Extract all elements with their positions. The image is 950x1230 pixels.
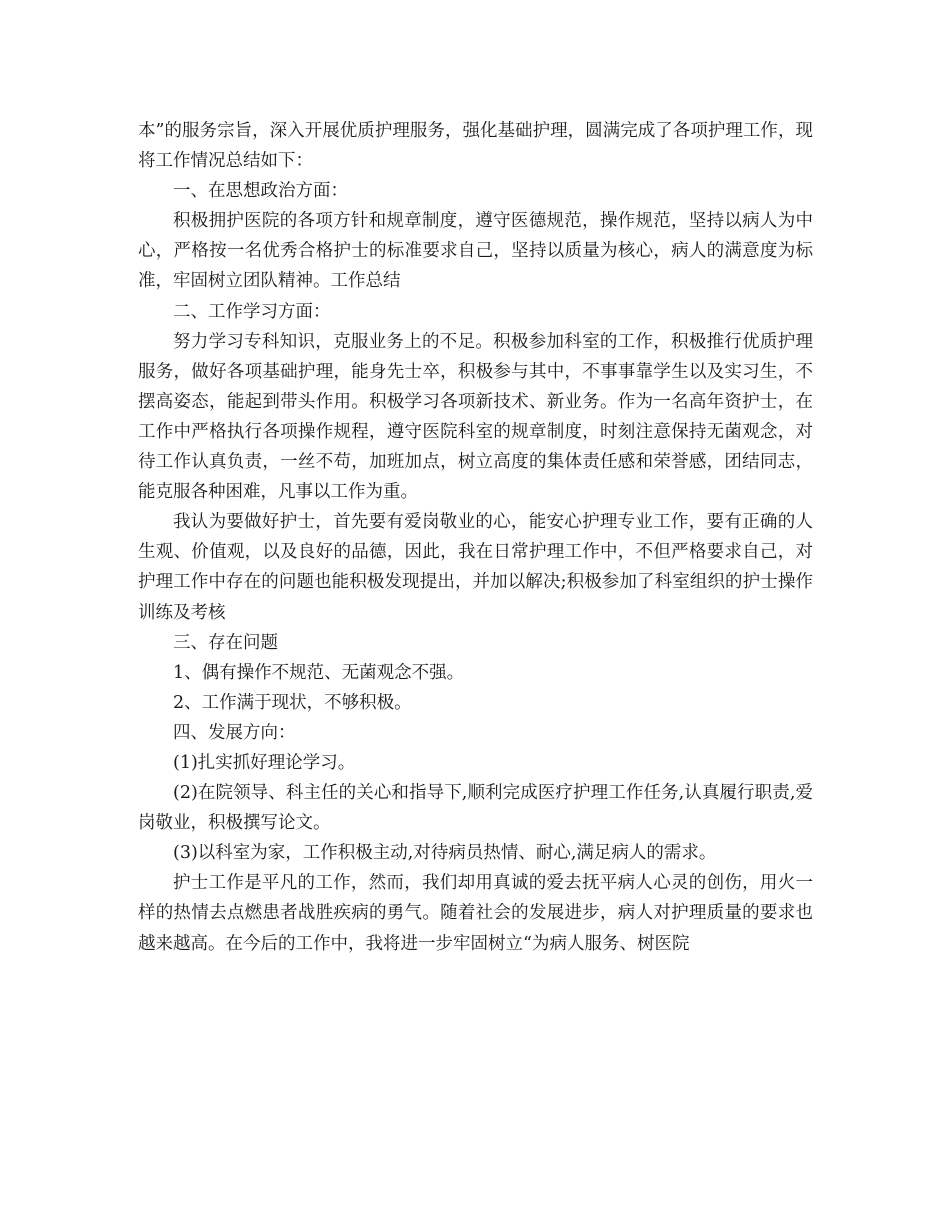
list-item-direction-2: (2)在院领导、科主任的关心和指导下,顺利完成医疗护理工作任务,认真履行职责,爱岗敬业，积极撰写论文。 bbox=[138, 783, 813, 834]
paragraph-dedication: 我认为要做好护士，首先要有爱岗敬业的心，能安心护理专业工作，要有正确的人生观、价值观，以及良好的品德，因此，我在日常护理工作中，不但严格要求自己，对护理工作中存在的问题也能积极发现提出，并加以解决;积极参加了科室组织的护士操作训练及考核 bbox=[138, 512, 813, 623]
list-item-problem-1: 1、偶有操作不规范、无菌观念不强。 bbox=[173, 662, 465, 683]
section-heading-direction: 四、发展方向： bbox=[173, 722, 296, 743]
section-heading-problems: 三、存在问题 bbox=[173, 632, 278, 653]
document-body bbox=[138, 116, 813, 959]
paragraph-conclusion: 护士工作是平凡的工作，然而，我们却用真诚的爱去抚平病人心灵的创伤，用火一样的热情去点燃患者战胜疾病的勇气。随着社会的发展进步，病人对护理质量的要求也越来越高。在今后的工作中，我将进一步牢固树立“为病人服务、树医院 bbox=[138, 873, 813, 954]
section-heading-ideology: 一、在思想政治方面： bbox=[173, 181, 348, 202]
paragraph-work-study: 努力学习专科知识，克服业务上的不足。积极参加科室的工作，积极推行优质护理服务，做好各项基础护理，能身先士卒，积极参与其中，不事事靠学生以及实习生，不摆高姿态，能起到带头作用。积极学习各项新技术、新业务。作为一名高年资护士，在工作中严格执行各项操作规程，遵守医院科室的规章制度，时刻注意保持无菌观念，对待工作认真负责，一丝不苟，加班加点，树立高度的集体责任感和荣誉感，团结同志，能克服各种困难，凡事以工作为重。 bbox=[138, 331, 813, 503]
list-item-direction-3: (3)以科室为家，工作积极主动,对待病员热情、耐心,满足病人的需求。 bbox=[173, 843, 717, 864]
paragraph-intro-continuation: 本”的服务宗旨，深入开展优质护理服务，强化基础护理，圆满完成了各项护理工作，现将工作情况总结如下： bbox=[138, 121, 813, 172]
list-item-direction-1: (1)扎实抓好理论学习。 bbox=[173, 752, 356, 773]
list-item-problem-2: 2、工作满于现状，不够积极。 bbox=[173, 692, 412, 713]
paragraph-ideology: 积极拥护医院的各项方针和规章制度，遵守医德规范，操作规范，坚持以病人为中心，严格按一名优秀合格护士的标准要求自己，坚持以质量为核心，病人的满意度为标准，牢固树立团队精神。工作总结 bbox=[138, 211, 813, 292]
section-heading-work-study: 二、工作学习方面： bbox=[173, 301, 331, 322]
